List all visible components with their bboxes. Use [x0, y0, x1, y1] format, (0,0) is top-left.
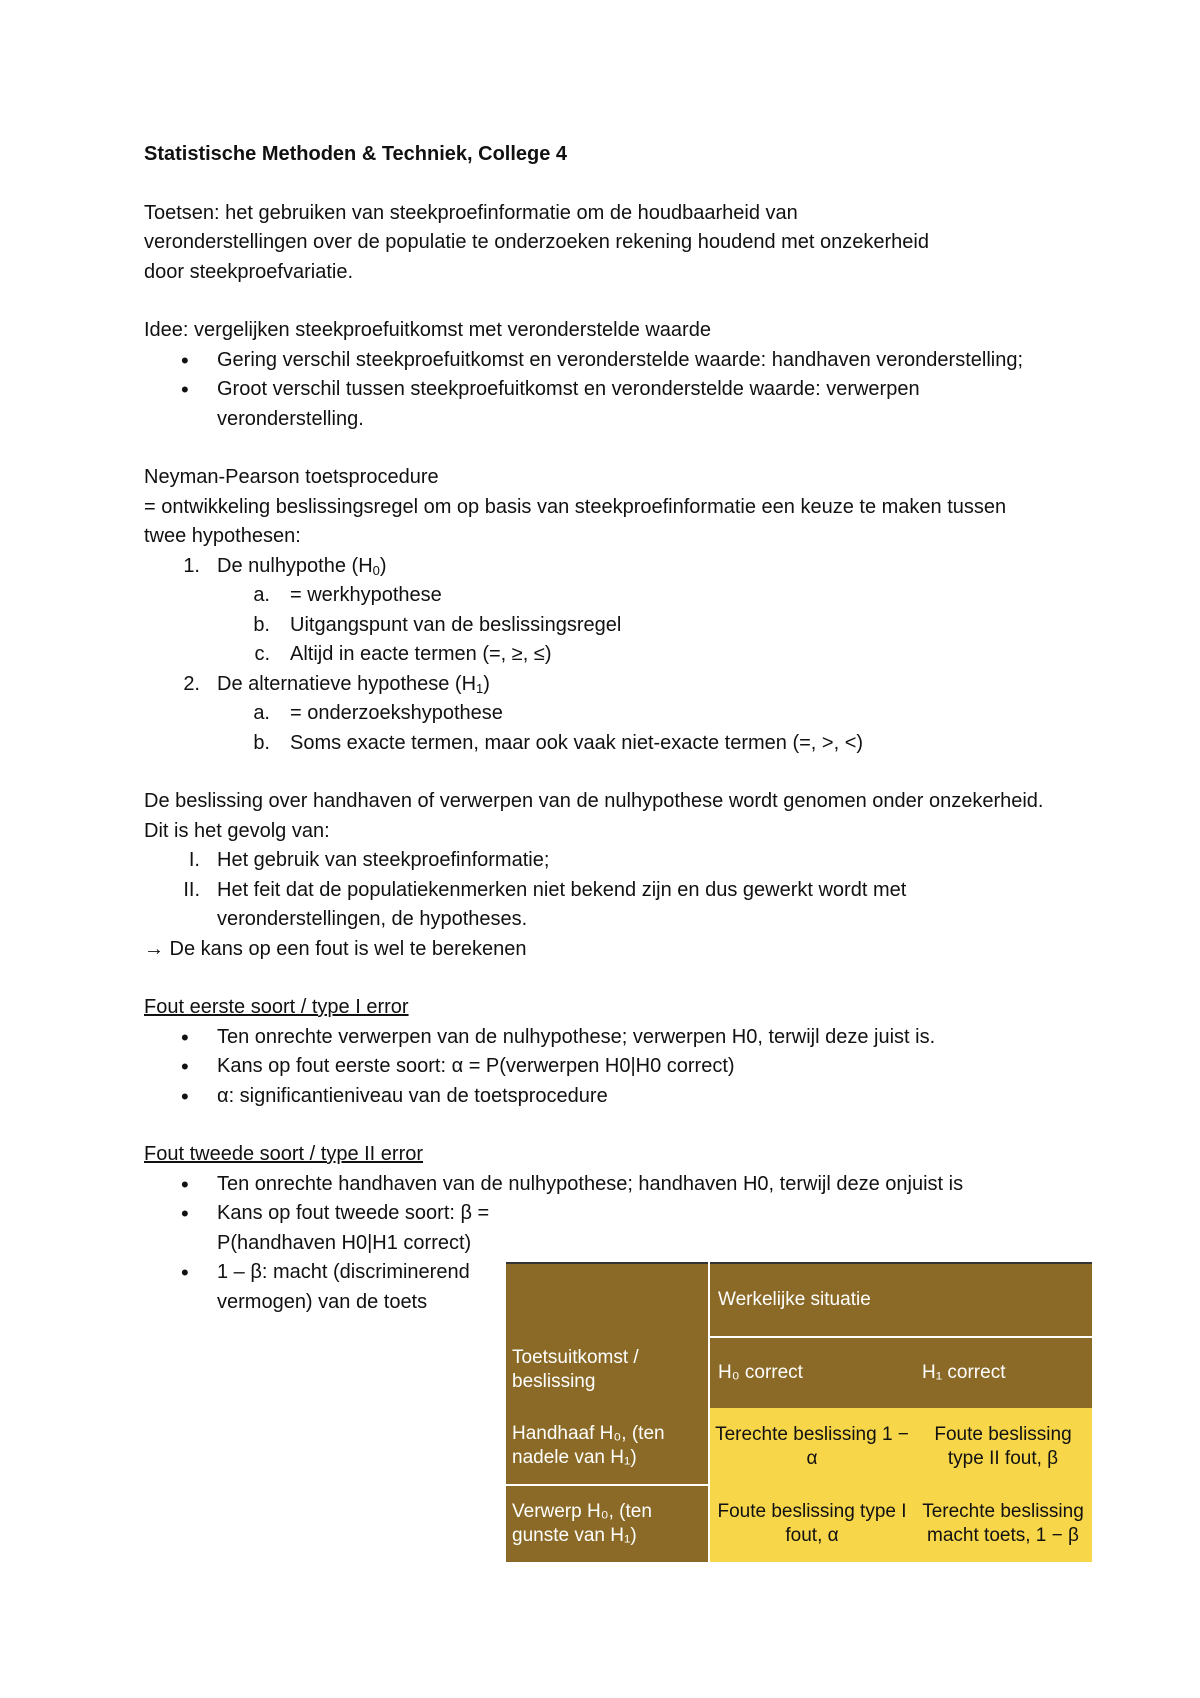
list-number: 1. — [183, 554, 200, 577]
list-text: = werkhypothese — [290, 584, 442, 606]
row-handhaaf-label: Handhaaf H₀, (ten nadele van H₁) — [506, 1408, 709, 1485]
list-letter: b. — [253, 613, 270, 636]
document-page — [144, 140, 1044, 1317]
cell-terechte-macht: Terechte beslissing macht toets, 1 − β — [914, 1485, 1092, 1562]
intro-line-3: door steekproefvariatie. — [144, 260, 354, 283]
list-text: Het gebruik van steekproefinformatie; — [217, 849, 550, 871]
list-item — [144, 876, 1044, 935]
fout1-list — [144, 1023, 1044, 1112]
sub-list — [217, 699, 1044, 758]
list-item: • Ten onrechte handhaven van de nulhypothese; handhaven H0, terwijl deze onjuist is — [144, 1170, 1044, 1200]
list-item — [144, 640, 1044, 670]
list-item — [144, 611, 1044, 641]
list-item: • Kans op fout tweede soort: β = P(handhaven H0|H1 correct) — [144, 1199, 537, 1258]
list-text: Altijd in eacte termen (=, ≥, ≤) — [290, 643, 552, 665]
h1-correct-header: H₁ correct — [922, 1362, 1006, 1383]
row-verwerp-label: Verwerp H₀, (ten gunste van H₁) — [506, 1485, 709, 1562]
list-item: • Groot verschil tussen steekproefuitkomst en veronderstelde waarde: verwerpen veronderstelling. — [144, 375, 1044, 434]
list-letter: b. — [253, 731, 270, 754]
list-item: • Kans op fout eerste soort: α = P(verwerpen H0|H0 correct) — [144, 1052, 1044, 1082]
decision-table — [506, 1262, 1092, 1562]
list-item: • α: significantieniveau van de toetsprocedure — [144, 1082, 1044, 1112]
list-item: • 1 – β: macht (discriminerend vermogen) van de toets — [144, 1258, 537, 1317]
idee-list — [144, 346, 1044, 435]
list-item — [144, 670, 1044, 759]
page-title: Statistische Methoden & Techniek, College 4 — [144, 143, 568, 165]
subscript: 1 — [476, 680, 484, 696]
beslissing-text: De beslissing over handhaven of verwerpen van de nulhypothese wordt genomen onder onzekerheid. Dit is het gevolg van: — [144, 790, 1044, 842]
list-letter: a. — [253, 584, 270, 606]
list-text: De nulhypothe (H — [217, 554, 373, 577]
toetsuitkomst-header: Toetsuitkomst / beslissing — [506, 1263, 709, 1408]
roman-list — [144, 846, 1044, 935]
list-item — [144, 846, 1044, 876]
np-definition: = ontwikkeling beslissingsregel om op basis van steekproefinformatie een keuze te maken tussen twee hypothesen: — [144, 495, 1007, 547]
list-item: • Ten onrechte verwerpen van de nulhypothese; verwerpen H0, terwijl deze juist is. — [144, 1023, 1044, 1053]
list-text: De alternatieve hypothese (H — [217, 672, 477, 695]
list-item — [144, 552, 1044, 670]
list-text: Uitgangspunt van de beslissingsregel — [290, 613, 622, 636]
list-number: II. — [183, 878, 200, 901]
subscript: 0 — [372, 562, 380, 578]
list-letter: c. — [254, 643, 270, 665]
cell-foute-type2: Foute beslissing type II fout, β — [914, 1408, 1092, 1485]
list-item — [144, 699, 1044, 729]
fout1-heading: Fout eerste soort / type I error — [144, 996, 409, 1018]
arrow-conclusion: → De kans op een fout is wel te berekenen — [144, 937, 527, 960]
h0-correct-header: H₀ correct — [718, 1362, 803, 1383]
list-item — [144, 729, 1044, 759]
hypothesis-list — [144, 552, 1044, 759]
fout2-heading: Fout tweede soort / type II error — [144, 1143, 424, 1165]
cell-foute-type1: Foute beslissing type I fout, α — [709, 1485, 914, 1562]
list-text: Het feit dat de populatiekenmerken niet bekend zijn en dus gewerkt wordt met veronderstellingen, de hypotheses. — [217, 878, 907, 930]
list-item — [144, 581, 1044, 611]
idee-heading: Idee: vergelijken steekproefuitkomst met veronderstelde waarde — [144, 319, 711, 341]
werkelijke-situatie-header: Werkelijke situatie — [709, 1263, 1092, 1337]
list-text-end: ) — [483, 672, 490, 695]
list-letter: a. — [253, 702, 270, 724]
sub-list — [217, 581, 1044, 670]
np-heading: Neyman-Pearson toetsprocedure — [144, 466, 439, 488]
list-text: Soms exacte termen, maar ook vaak niet-exacte termen (=, >, <) — [290, 731, 864, 754]
list-number: 2. — [183, 672, 200, 695]
list-text-end: ) — [379, 554, 387, 577]
intro-line-1: Toetsen: het gebruiken van steekproefinformatie om de houdbaarheid van — [144, 201, 798, 224]
cell-terechte-1: Terechte beslissing 1 − α — [709, 1408, 914, 1485]
list-item: • Gering verschil steekproefuitkomst en veronderstelde waarde: handhaven veronderstelling; — [144, 346, 1044, 376]
intro-line-2: veronderstellingen over de populatie te onderzoeken rekening houdend met onzekerheid — [144, 231, 929, 253]
list-text: = onderzoekshypothese — [290, 702, 503, 724]
list-number: I. — [188, 849, 200, 871]
